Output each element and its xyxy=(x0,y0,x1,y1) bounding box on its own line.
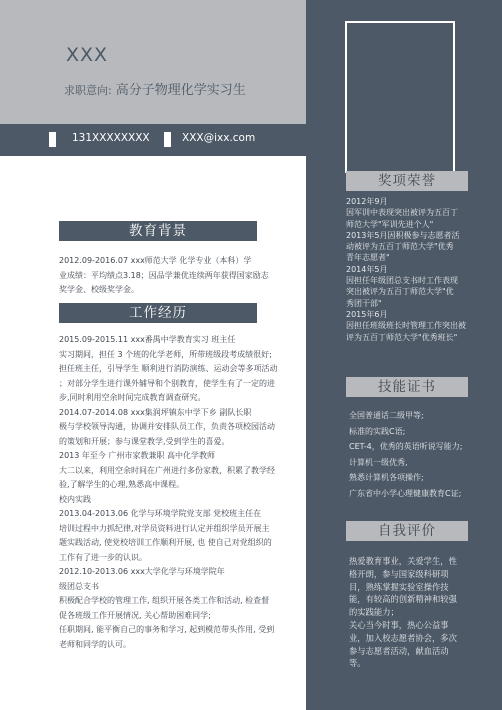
work-line: 积极配合学校的管理工作, 组织开展各类工作和活动, 检查督 xyxy=(59,596,270,605)
award-line: 秀团干部" xyxy=(346,298,382,308)
header-background xyxy=(0,0,306,124)
phone-icon xyxy=(49,132,56,147)
skill-line: CET-4，优秀的英语听说写能力; xyxy=(349,442,463,451)
award-line: 2015年6月 xyxy=(346,309,388,319)
work-line: 2013.04-2013.06 化学与环境学院党支部 党校班主任在 xyxy=(59,509,262,518)
work-line: 2012.10-2013.06 xxx大学化学与环境学院年 xyxy=(59,567,225,576)
work-line: 验,了解学生的心理,熟悉高中课程。 xyxy=(59,480,185,489)
education-line: 2012.09-2016.07 xxx师范大学 化学专业（本科）学 xyxy=(59,256,252,265)
work-line: 的策划和开展；参与课堂教学,受到学生的喜爱。 xyxy=(59,436,230,446)
skills-heading: 技能证书 xyxy=(346,377,468,397)
award-line: 因担任班级班长时管理工作突出被 xyxy=(346,321,466,331)
award-line: 师范大学"军训先进个人" xyxy=(346,219,434,229)
self-eval-line: 目，熟练掌握实验室操作技 xyxy=(349,581,449,592)
self-eval-line: 关心当今时事，热心公益事 xyxy=(349,619,449,630)
photo-frame xyxy=(345,21,455,173)
job-intent-value: 高分子物理化学实习生 xyxy=(115,83,246,98)
work-heading: 工作经历 xyxy=(59,303,257,323)
job-intent-label: 求职意向: xyxy=(64,84,112,97)
work-line: ；对部分学生进行课外辅导和个别教育，使学生有了一定的进 xyxy=(59,378,275,388)
skill-line: 熟悉计算机各项操作; xyxy=(349,473,424,482)
award-line: 青年志愿者" xyxy=(346,253,390,263)
work-line: 极与学校领导沟通，协调并安排队员工作，负责各项校园活动 xyxy=(59,422,275,431)
work-line: 任职期间, 能平衡自己的事务和学习, 起到模范带头作用, 受到 xyxy=(59,625,275,634)
work-line: 校内实践 xyxy=(59,494,91,504)
candidate-name: XXX xyxy=(66,44,109,66)
self-eval-line: 参与志愿者活动，献血活动 xyxy=(349,645,449,656)
skill-line: 广东省中小学心理健康教育C证; xyxy=(349,488,462,498)
work-line: 担任班主任，引导学生 顺利进行消防演练、运动会等多项活动 xyxy=(59,364,278,373)
self-eval-line: 业，加入校志愿者协会，多次 xyxy=(349,632,457,643)
skill-line: 全国普通话二级甲等; xyxy=(349,411,424,420)
work-line: 工作有了进一步的认识。 xyxy=(59,552,147,562)
award-line: 突出被评为五百丁师范大学"优 xyxy=(346,287,454,297)
email-icon xyxy=(164,132,171,147)
self-eval-line: 等。 xyxy=(349,658,366,669)
award-line: 因军训中表现突出被评为五百丁 xyxy=(346,208,458,218)
work-line: 实习期间，担任 3 个班的化学老师，所带班级段考成绩很好; xyxy=(59,349,272,359)
work-line: 大二以来，利用空余时间在广州进行多份家教，积累了教学经 xyxy=(59,465,275,475)
award-line: 2013年5月因积极参与志愿者活 xyxy=(346,230,460,240)
skills-list xyxy=(349,408,462,501)
work-line: 培训过程中力抓纪律,对学员资料进行认定并组织学员开展主 xyxy=(59,523,270,533)
work-line: 老师和同学的认可。 xyxy=(59,639,131,649)
self-eval-line: 的实践能力； xyxy=(349,607,399,618)
work-line: 题实践活动, 使党校培训工作顺利开展, 也 使自己对党组织的 xyxy=(59,538,272,547)
work-line: 级团总支书 xyxy=(59,581,99,591)
phone-number: 131XXXXXXXX xyxy=(72,132,150,144)
email-address: XXX@ixx.com xyxy=(182,132,256,144)
self-eval-heading: 自我评价 xyxy=(346,521,468,541)
education-heading: 教育背景 xyxy=(59,221,257,241)
awards-heading: 奖项荣誉 xyxy=(346,171,468,191)
award-line: 因担任年级团总支书时工作表现 xyxy=(346,276,458,286)
skill-line: 标准的实践C语; xyxy=(349,426,406,436)
work-line: 2013 年至今 广州市家教兼职 高中化学教师 xyxy=(59,451,215,460)
awards-list xyxy=(346,196,466,343)
self-eval-list xyxy=(349,555,457,670)
skill-line: 计算机一级优秀, xyxy=(349,457,408,467)
contact-band xyxy=(0,124,306,156)
award-line: 2012年9月 xyxy=(346,197,388,206)
award-line: 2014年5月 xyxy=(346,264,388,274)
work-line: 促各班级工作开展情况, 关心帮助困难同学; xyxy=(59,610,211,620)
self-eval-line: 热爱教育事业，关爱学生，性 xyxy=(349,556,457,566)
self-eval-line: 格开朗，参与国家级科研项 xyxy=(349,568,449,579)
education-line: 业成绩：平均绩点3.18；因品学兼优连续两年获得国家励志 xyxy=(59,270,269,280)
education-line: 奖学金、校级奖学金。 xyxy=(59,285,139,294)
award-line: 评为五百丁师范大学"优秀班长" xyxy=(346,332,458,342)
work-list xyxy=(59,333,278,652)
work-line: 2015.09-2015.11 xxx番禺中学教育实习 班主任 xyxy=(59,335,236,344)
work-line: 2014.07-2014.08 xxx集润坪镇东中学下乡 副队长职 xyxy=(59,407,252,417)
work-line: 步,同时利用空余时间完成教育调查研究。 xyxy=(59,393,206,402)
award-line: 动被评为五百丁师范大学"优秀 xyxy=(346,242,454,252)
self-eval-line: 能，有较高的创新精神和较强 xyxy=(349,594,457,605)
education-list xyxy=(59,254,269,298)
job-intent xyxy=(64,79,246,98)
